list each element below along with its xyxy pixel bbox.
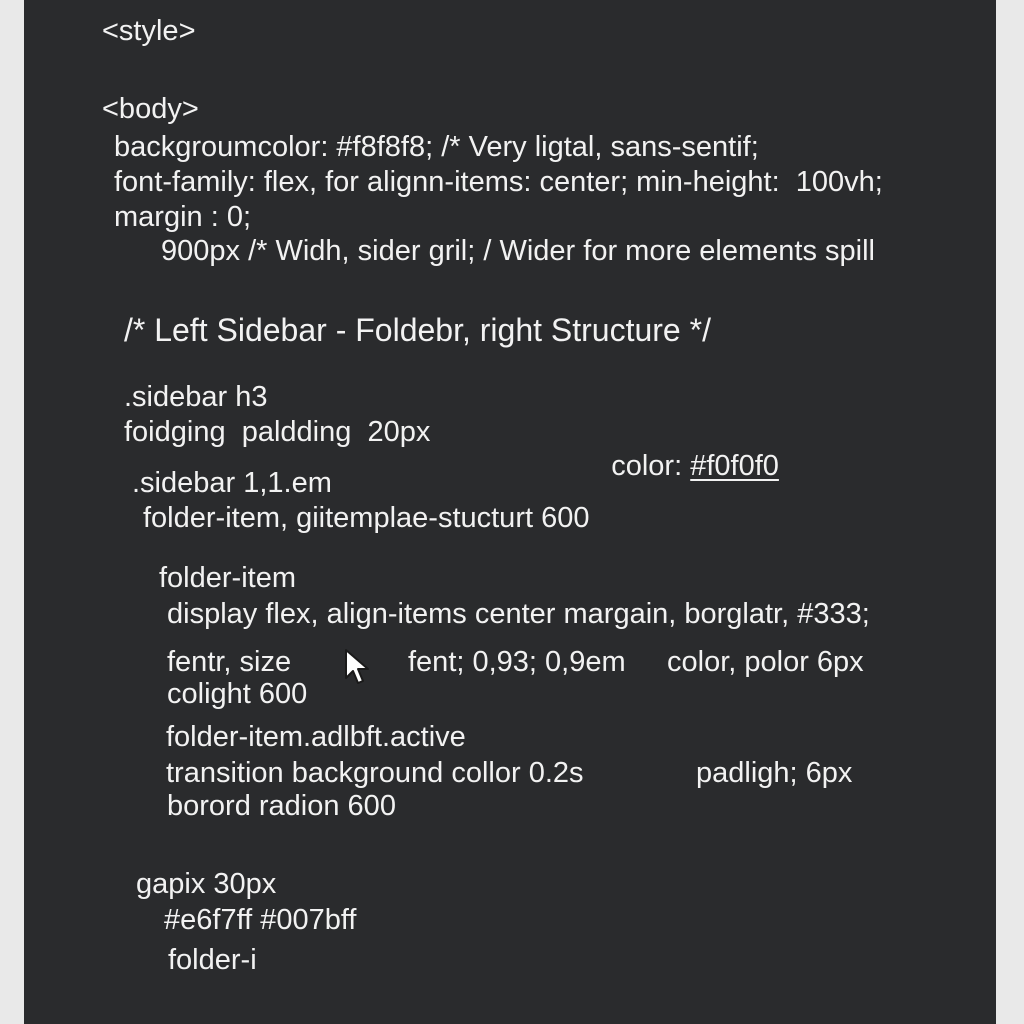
code-line: folder-item.adlbft.active [166,721,466,753]
mouse-pointer-icon [344,648,372,688]
code-line: foidging paldding 20px [124,416,431,448]
code-line: margin : 0; [114,201,251,233]
code-line: display flex, align-items center margain, borglatr, #333; [167,598,870,630]
comment-heading: /* Left Sidebar - Foldebr, right Structure */ [124,312,711,348]
code-line: padligh; 6px [696,757,853,789]
code-line: transition background collor 0.2s [166,757,584,789]
code-line: folder-item, giitemplae-stucturt 600 [143,502,590,534]
code-line: .sidebar h3 [124,381,268,413]
code-line: <body> [102,93,199,125]
code-line: .sidebar 1,1.em [132,467,332,499]
code-line: backgroumcolor: #f8f8f8; /* Very ligtal, sans-sentif; [114,131,759,163]
code-line: colight 600 [167,678,308,710]
code-line: 900px /* Widh, sider gril; / Wider for more elements spill [161,235,875,267]
code-line: folder-item [159,562,296,594]
color-value-link[interactable]: #f0f0f0 [690,450,779,482]
code-line: <style> [102,15,196,47]
color-property [579,415,779,517]
code-line: fentr, size [167,646,292,678]
color-label: color: [611,450,691,482]
code-editor[interactable] [24,0,996,1024]
code-line: fent; 0,93; 0,9em [408,646,626,678]
code-line: gapix 30px [136,868,277,900]
code-line: color, polor 6px [667,646,864,678]
code-line: folder-i [168,944,257,976]
code-line: #e6f7ff #007bff [164,904,357,936]
code-line: borord radion 600 [167,790,396,822]
code-line: font-family: flex, for alignn-items: center; min-height: 100vh; [114,166,883,198]
